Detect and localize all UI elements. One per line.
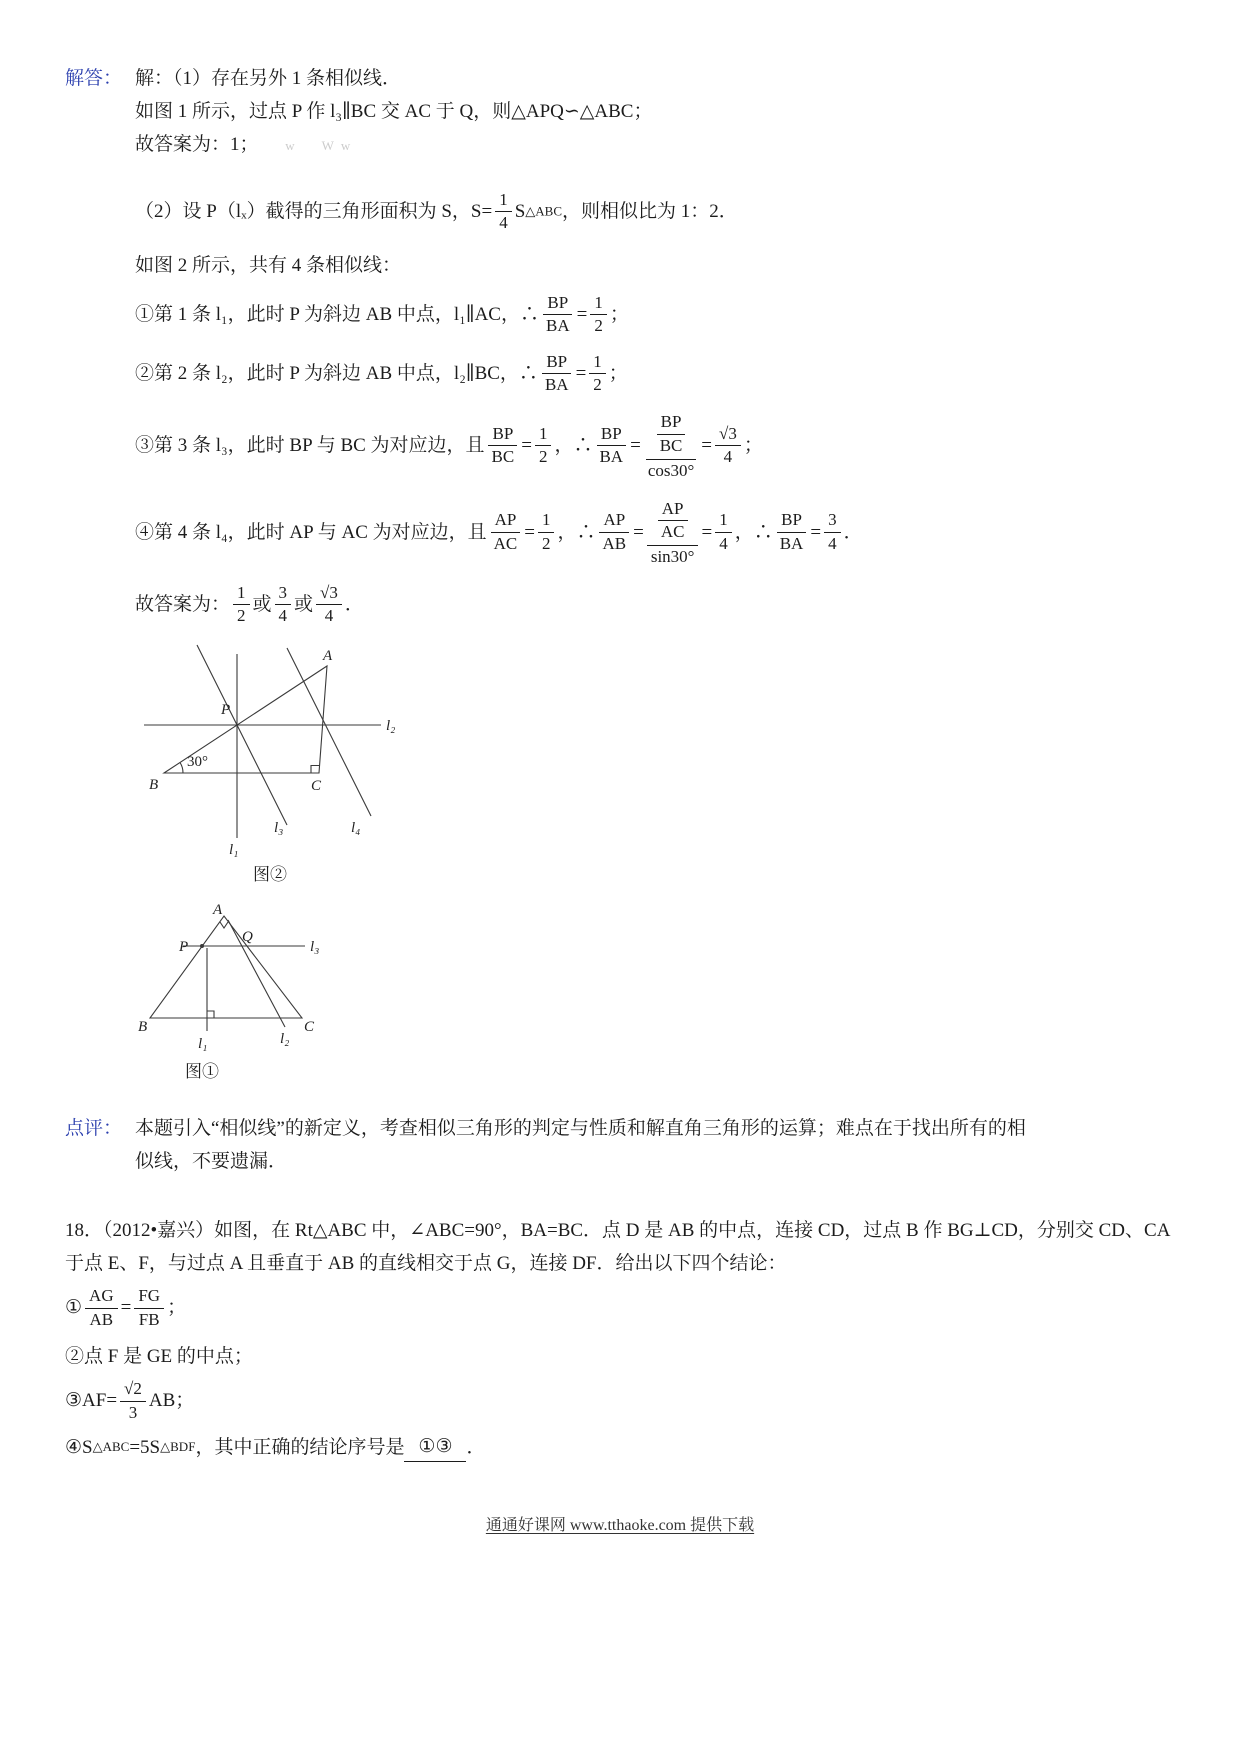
- solution-part2-line: [135, 190, 1185, 234]
- problem-18-conclusion-3: [65, 1379, 1185, 1423]
- answer-label: 解答：: [65, 68, 123, 89]
- text-run: AB；: [148, 1390, 195, 1412]
- fraction: [589, 352, 606, 396]
- fraction: [134, 1286, 164, 1330]
- fraction-denominator: 3: [128, 1402, 138, 1422]
- watermark-text: w Ww: [285, 138, 358, 153]
- fraction: [590, 293, 607, 337]
- subscript: △ABC: [92, 1439, 130, 1455]
- fig2-label-l2: l₂: [386, 718, 396, 735]
- text-run: =: [701, 521, 713, 543]
- fraction-denominator: FB: [138, 1309, 160, 1329]
- review-text: 本题引入“相似线”的新定义，考查相似三角形的判定与性质和解直角三角形的运算；难点在于找出所有的相似线，不要遗漏．: [135, 1118, 1026, 1173]
- fraction: [316, 583, 342, 627]
- fraction-numerator: 3: [824, 510, 841, 532]
- similar-line-item-2: [135, 352, 1185, 396]
- text-run: ①第 1 条 l₁，此时 P 为斜边 AB 中点，l₁∥AC，∴: [135, 303, 539, 325]
- fraction-numerator: AP: [491, 510, 521, 532]
- fraction-denominator: sin30°: [650, 547, 695, 567]
- fraction: [120, 1379, 146, 1423]
- fig1-label-Q: Q: [242, 929, 253, 946]
- fraction-denominator: BA: [545, 316, 570, 336]
- fraction: [490, 510, 522, 554]
- fraction-denominator: cos30°: [647, 461, 695, 481]
- text-run: ④第 4 条 l₄，此时 AP 与 AC 为对应边，且: [135, 521, 487, 543]
- fraction-denominator: 4: [278, 606, 288, 626]
- text-run: ③第 3 条 l₃，此时 BP 与 BC 为对应边，且: [135, 435, 485, 457]
- answer-section: [65, 62, 1185, 1082]
- fig1-label-C: C: [304, 1019, 315, 1036]
- figure-2-diagram: [139, 642, 409, 858]
- text-run: ．: [466, 1436, 486, 1458]
- text-run: =: [524, 521, 535, 543]
- fraction-numerator: 1: [589, 352, 606, 374]
- fraction-denominator: 4: [828, 533, 837, 553]
- fraction-denominator: 4: [723, 447, 733, 467]
- solution-line-2: 如图 1 所示，过点 P 作 l₃∥BC 交 AC 于 Q，则△APQ∽△ABC；: [135, 101, 653, 122]
- fraction-numerator: BP: [657, 412, 686, 434]
- fraction-denominator: 4: [719, 533, 728, 553]
- text-run: =: [521, 435, 532, 457]
- text-run: ．: [843, 521, 863, 543]
- fraction-numerator: BP: [542, 352, 571, 374]
- line-l3: [197, 645, 287, 825]
- fraction-numerator: 1: [538, 510, 555, 532]
- text-run: ．: [344, 593, 364, 615]
- fraction-numerator: 1: [590, 293, 607, 315]
- figure-2-caption: 图②: [253, 865, 287, 885]
- fraction-denominator: 4: [499, 213, 508, 233]
- solution-line-1: 解：（1）存在另外 1 条相似线．: [135, 68, 402, 89]
- text-run: =: [120, 1297, 132, 1319]
- solution-line-5: 如图 2 所示，共有 4 条相似线：: [135, 254, 402, 276]
- final-answer-line: [135, 583, 1185, 627]
- fraction-denominator: AC: [493, 533, 518, 553]
- fraction-denominator: 2: [538, 447, 548, 467]
- review-label: 点评：: [65, 1118, 123, 1140]
- text-run: ；: [609, 303, 629, 325]
- fraction-numerator: 1: [495, 190, 512, 212]
- subscript: △BDF: [160, 1439, 196, 1455]
- angle-arc-B: [180, 763, 183, 774]
- fraction-numerator: BP: [543, 293, 572, 315]
- fig2-label-C: C: [311, 778, 322, 795]
- text-run: =: [630, 435, 641, 457]
- fig2-label-l1: l₁: [229, 842, 239, 859]
- fraction: [647, 497, 699, 568]
- fraction-numerator: 1: [715, 510, 732, 532]
- fraction-denominator: BC: [491, 447, 515, 467]
- fraction-denominator: BA: [779, 533, 804, 553]
- text-run: ④S: [65, 1436, 93, 1458]
- fraction-numerator: [647, 497, 699, 547]
- solution-line-3: [135, 128, 1185, 162]
- fraction: [495, 190, 512, 234]
- figure-1-caption: 图①: [185, 1062, 219, 1082]
- fraction: [657, 499, 689, 543]
- fraction-numerator: AP: [599, 510, 629, 532]
- triangle-ABC: [150, 916, 302, 1018]
- fraction: [488, 424, 519, 468]
- figure-1-diagram: [135, 903, 345, 1053]
- fraction-denominator: AB: [602, 533, 627, 553]
- fraction: [715, 510, 732, 554]
- fraction-denominator: 2: [237, 606, 246, 626]
- text-run: ，则相似比为 1：2．: [562, 201, 738, 223]
- fraction: [233, 583, 250, 627]
- fig2-label-l3: l₃: [274, 820, 284, 837]
- fraction: [538, 510, 555, 554]
- fig1-label-A: A: [213, 903, 223, 919]
- problem-18-conclusion-1: [65, 1286, 1185, 1330]
- text-run: =: [576, 303, 588, 325]
- fraction: [85, 1286, 118, 1330]
- similar-line-item-1: [135, 293, 1185, 337]
- text-run: ，∴: [557, 521, 596, 543]
- text-run: ，∴: [554, 435, 593, 457]
- text-run: =: [810, 521, 822, 543]
- problem-18: [65, 1214, 1185, 1461]
- text-run: （2）设 P（lₓ）截得的三角形面积为 S，S=: [135, 201, 493, 223]
- text-run: ③AF=: [65, 1390, 118, 1412]
- text-run: =: [633, 521, 644, 543]
- fraction-denominator: BA: [599, 447, 624, 467]
- fraction: [541, 352, 573, 396]
- fraction-numerator: 3: [275, 583, 292, 605]
- point-P: [200, 944, 204, 948]
- problem-18-stem: 18．（2012•嘉兴）如图，在 Rt△ABC 中，∠ABC=90°，BA=BC．点 D 是 AB 的中点，连接 CD，过点 B 作 BG⊥CD，分别交 CD、CA 于点 E、F，与过点 A 且垂直于 AB 的直线相交于点 G，连接 DF．给出以下四个结论：: [65, 1220, 1170, 1275]
- fraction-numerator: √3: [316, 583, 342, 605]
- problem-18-conclusion-2: ②点 F 是 GE 的中点；: [65, 1346, 253, 1368]
- text-run: =: [575, 362, 587, 384]
- fraction: [275, 583, 292, 627]
- review-section: [65, 1112, 1185, 1178]
- text-run: ①: [65, 1297, 83, 1319]
- fraction-numerator: √2: [120, 1379, 146, 1401]
- right-angle-mark-foot: [207, 1011, 214, 1018]
- text-run: S: [514, 201, 526, 223]
- fig1-label-l1: l₁: [198, 1036, 208, 1053]
- text-run: ，∴: [734, 521, 773, 543]
- line-l2: [228, 920, 285, 1027]
- fraction-denominator: AB: [89, 1309, 114, 1329]
- fraction: [776, 510, 808, 554]
- fraction: [824, 510, 841, 554]
- fraction-numerator: 1: [233, 583, 250, 605]
- fraction-denominator: BA: [544, 374, 569, 394]
- fraction: [715, 424, 741, 468]
- fig1-label-l2: l₂: [280, 1031, 290, 1048]
- fig1-label-B: B: [138, 1019, 148, 1036]
- fraction: [595, 424, 627, 468]
- fraction-numerator: FG: [134, 1286, 164, 1308]
- fraction-denominator: 2: [541, 533, 551, 553]
- fraction-numerator: 1: [535, 424, 552, 446]
- fraction-numerator: BP: [597, 424, 626, 446]
- fraction-numerator: BP: [488, 424, 517, 446]
- fraction-denominator: 4: [324, 606, 334, 626]
- page-footer: [0, 1512, 1240, 1535]
- solution-line-3-text: 故答案为：1；: [135, 134, 259, 155]
- similar-line-item-3: [135, 410, 1185, 481]
- text-run: 故答案为：: [135, 593, 231, 615]
- fig2-label-A: A: [323, 648, 333, 665]
- subscript: △ABC: [525, 203, 563, 219]
- fig2-label-P: P: [221, 702, 231, 719]
- text-run: ；: [743, 435, 763, 457]
- fig1-label-P: P: [179, 939, 189, 956]
- text-run: ；: [167, 1297, 187, 1319]
- fraction: [644, 410, 698, 481]
- answer-content: [135, 62, 1185, 1082]
- problem-18-conclusion-4: [65, 1433, 1185, 1462]
- fraction-numerator: AG: [85, 1286, 118, 1308]
- right-angle-mark-A: [220, 922, 228, 928]
- text-run: =: [701, 435, 712, 457]
- fraction-denominator: 2: [593, 374, 602, 394]
- fraction-numerator: AP: [658, 499, 688, 521]
- fig2-label-l4: l₄: [351, 820, 361, 837]
- text-run: ②第 2 条 l₂，此时 P 为斜边 AB 中点，l₂∥BC，∴: [135, 362, 538, 384]
- fig2-label-B: B: [149, 777, 159, 794]
- fig1-label-l3: l₃: [310, 939, 320, 956]
- fraction-denominator: AC: [660, 521, 685, 541]
- fraction-numerator: [646, 410, 697, 460]
- right-angle-mark-C: [311, 766, 319, 774]
- line-l4: [287, 648, 371, 816]
- text-run: 或: [294, 593, 314, 615]
- fraction-denominator: BC: [659, 435, 683, 455]
- fig2-label-angle-30: 30°: [187, 754, 208, 771]
- text-run: ；: [608, 362, 628, 384]
- text-run: =5S: [129, 1436, 161, 1458]
- similar-line-item-4: [135, 497, 1185, 568]
- fraction: [599, 510, 631, 554]
- text-run: ，其中正确的结论序号是: [195, 1436, 405, 1458]
- fraction-numerator: √3: [715, 424, 741, 446]
- fraction: [656, 412, 687, 456]
- fraction: [535, 424, 552, 468]
- fraction-denominator: 2: [594, 316, 603, 336]
- answer-blank: ①③: [404, 1433, 466, 1462]
- fraction-numerator: BP: [777, 510, 806, 532]
- text-run: 或: [252, 593, 272, 615]
- footer-text: 通通好课网 www.tthaoke.com 提供下载: [485, 1517, 755, 1534]
- fraction: [542, 293, 574, 337]
